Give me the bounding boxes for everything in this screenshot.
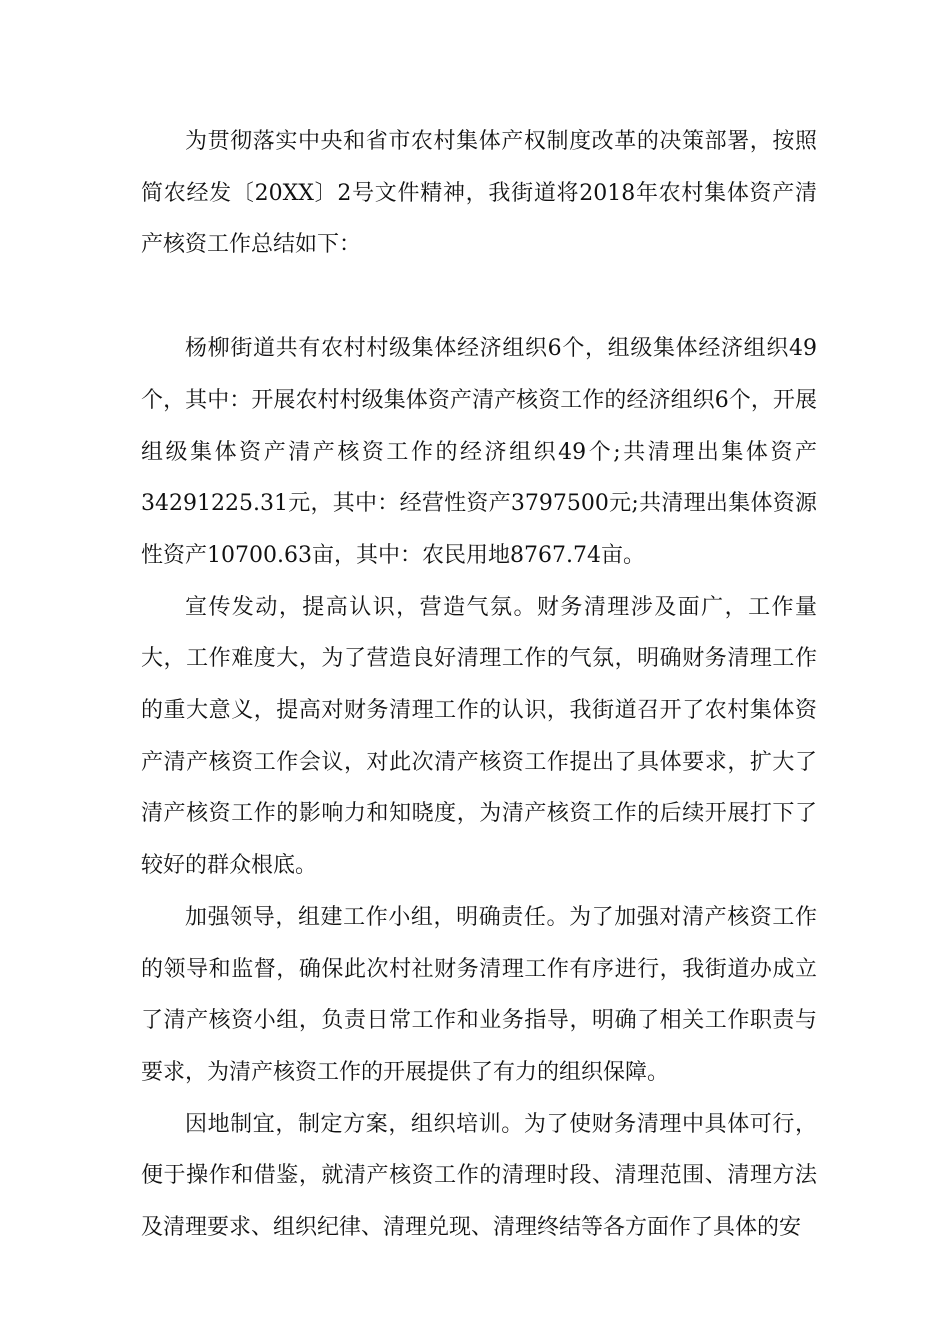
training-paragraph: 因地制宜，制定方案，组织培训。为了使财务清理中具体可行，便于操作和借鉴，就清产核资工作的清理时段、清理范围、清理方法及清理要求、组织纪律、清理兑现、清理终结等各方面作了具体的安 xyxy=(141,1111,817,1241)
publicity-paragraph: 宣传发动，提高认识，营造气氛。财务清理涉及面广，工作量大，工作难度大，为了营造良好清理工作的气氛，明确财务清理工作的重大意义，提高对财务清理工作的认识，我街道召开了农村集体资产清产核资工作会议，对此次清产核资工作提出了具体要求，扩大了清产核资工作的影响力和知晓度，为清产核资工作的后续开展打下了较好的群众根底。 xyxy=(141,594,817,879)
document-body xyxy=(141,116,817,1254)
leadership-paragraph: 加强领导，组建工作小组，明确责任。为了加强对清产核资工作的领导和监督，确保此次村社财务清理工作有序进行，我街道办成立了清产核资小组，负责日常工作和业务指导，明确了相关工作职责与要求，为清产核资工作的开展提供了有力的组织保障。 xyxy=(141,904,817,1085)
statistics-paragraph: 杨柳街道共有农村村级集体经济组织6个，组级集体经济组织49个，其中：开展农村村级集体资产清产核资工作的经济组织6个，开展组级集体资产清产核资工作的经济组织49个;共清理出集体资产34291225.31元，其中：经营性资产3797500元;共清理出集体资源性资产10700.63亩，其中：农民用地8767.74亩。 xyxy=(141,336,817,568)
intro-paragraph: 为贯彻落实中央和省市农村集体产权制度改革的决策部署，按照简农经发〔20XX〕2号文件精神，我街道将2018年农村集体资产清产核资工作总结如下： xyxy=(141,129,817,258)
